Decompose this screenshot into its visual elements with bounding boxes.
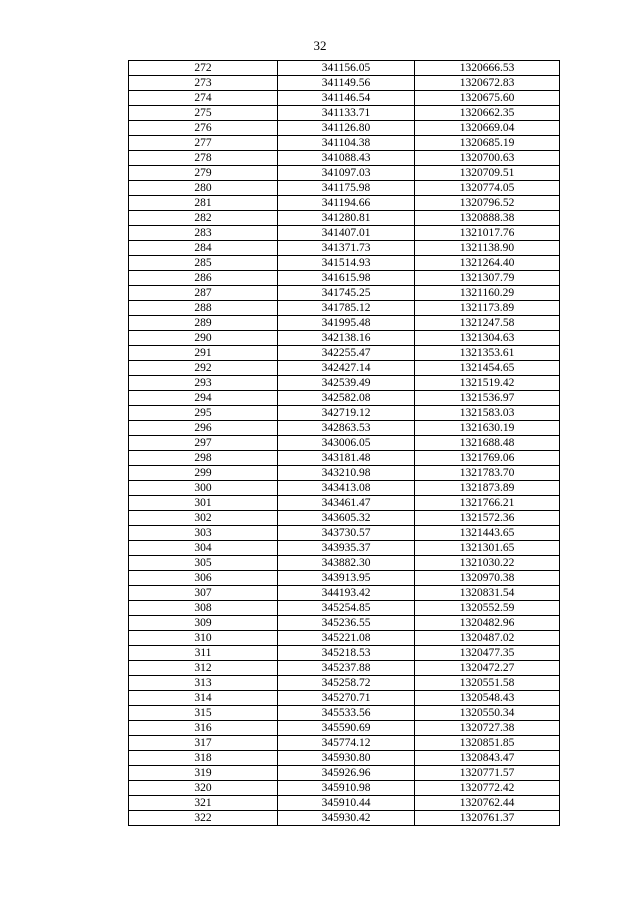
y-coordinate-cell: 1320548.43 bbox=[415, 691, 560, 706]
point-number-cell: 284 bbox=[129, 241, 278, 256]
table-row bbox=[129, 136, 560, 151]
point-number-cell: 292 bbox=[129, 361, 278, 376]
table-row bbox=[129, 76, 560, 91]
x-coordinate-cell: 343413.08 bbox=[278, 481, 415, 496]
table-row bbox=[129, 286, 560, 301]
point-number-cell: 314 bbox=[129, 691, 278, 706]
y-coordinate-cell: 1321583.03 bbox=[415, 406, 560, 421]
x-coordinate-cell: 342255.47 bbox=[278, 346, 415, 361]
y-coordinate-cell: 1320685.19 bbox=[415, 136, 560, 151]
x-coordinate-cell: 343210.98 bbox=[278, 466, 415, 481]
point-number-cell: 293 bbox=[129, 376, 278, 391]
x-coordinate-cell: 345930.80 bbox=[278, 751, 415, 766]
x-coordinate-cell: 342539.49 bbox=[278, 376, 415, 391]
table-row bbox=[129, 496, 560, 511]
table-row bbox=[129, 766, 560, 781]
point-number-cell: 319 bbox=[129, 766, 278, 781]
x-coordinate-cell: 341149.56 bbox=[278, 76, 415, 91]
table-row bbox=[129, 151, 560, 166]
table-row bbox=[129, 301, 560, 316]
table-row bbox=[129, 346, 560, 361]
y-coordinate-cell: 1320477.35 bbox=[415, 646, 560, 661]
x-coordinate-cell: 345774.12 bbox=[278, 736, 415, 751]
point-number-cell: 306 bbox=[129, 571, 278, 586]
point-number-cell: 308 bbox=[129, 601, 278, 616]
x-coordinate-cell: 341097.03 bbox=[278, 166, 415, 181]
x-coordinate-cell: 345926.96 bbox=[278, 766, 415, 781]
point-number-cell: 272 bbox=[129, 61, 278, 76]
table-row bbox=[129, 691, 560, 706]
table-row bbox=[129, 526, 560, 541]
table-row bbox=[129, 451, 560, 466]
y-coordinate-cell: 1321630.19 bbox=[415, 421, 560, 436]
table-row bbox=[129, 511, 560, 526]
x-coordinate-cell: 341194.66 bbox=[278, 196, 415, 211]
x-coordinate-cell: 345590.69 bbox=[278, 721, 415, 736]
y-coordinate-cell: 1321030.22 bbox=[415, 556, 560, 571]
y-coordinate-cell: 1320675.60 bbox=[415, 91, 560, 106]
x-coordinate-cell: 341133.71 bbox=[278, 106, 415, 121]
x-coordinate-cell: 343913.95 bbox=[278, 571, 415, 586]
point-number-cell: 295 bbox=[129, 406, 278, 421]
point-number-cell: 311 bbox=[129, 646, 278, 661]
point-number-cell: 273 bbox=[129, 76, 278, 91]
y-coordinate-cell: 1321247.58 bbox=[415, 316, 560, 331]
y-coordinate-cell: 1321353.61 bbox=[415, 346, 560, 361]
x-coordinate-cell: 341146.54 bbox=[278, 91, 415, 106]
x-coordinate-cell: 341785.12 bbox=[278, 301, 415, 316]
point-number-cell: 316 bbox=[129, 721, 278, 736]
x-coordinate-cell: 343461.47 bbox=[278, 496, 415, 511]
x-coordinate-cell: 343730.57 bbox=[278, 526, 415, 541]
x-coordinate-cell: 342427.14 bbox=[278, 361, 415, 376]
y-coordinate-cell: 1321443.65 bbox=[415, 526, 560, 541]
table-row bbox=[129, 166, 560, 181]
x-coordinate-cell: 341514.93 bbox=[278, 256, 415, 271]
x-coordinate-cell: 342138.16 bbox=[278, 331, 415, 346]
y-coordinate-cell: 1320709.51 bbox=[415, 166, 560, 181]
point-number-cell: 280 bbox=[129, 181, 278, 196]
point-number-cell: 305 bbox=[129, 556, 278, 571]
point-number-cell: 285 bbox=[129, 256, 278, 271]
x-coordinate-cell: 345910.44 bbox=[278, 796, 415, 811]
x-coordinate-cell: 341280.81 bbox=[278, 211, 415, 226]
point-number-cell: 286 bbox=[129, 271, 278, 286]
table-row bbox=[129, 121, 560, 136]
y-coordinate-cell: 1320669.04 bbox=[415, 121, 560, 136]
x-coordinate-cell: 345533.56 bbox=[278, 706, 415, 721]
y-coordinate-cell: 1320662.35 bbox=[415, 106, 560, 121]
table-row bbox=[129, 571, 560, 586]
table-row bbox=[129, 376, 560, 391]
x-coordinate-cell: 343605.32 bbox=[278, 511, 415, 526]
y-coordinate-cell: 1321173.89 bbox=[415, 301, 560, 316]
table-row bbox=[129, 211, 560, 226]
table-row bbox=[129, 241, 560, 256]
table-row bbox=[129, 706, 560, 721]
point-number-cell: 275 bbox=[129, 106, 278, 121]
x-coordinate-cell: 342719.12 bbox=[278, 406, 415, 421]
y-coordinate-cell: 1321160.29 bbox=[415, 286, 560, 301]
point-number-cell: 310 bbox=[129, 631, 278, 646]
point-number-cell: 294 bbox=[129, 391, 278, 406]
table-row bbox=[129, 586, 560, 601]
y-coordinate-cell: 1321519.42 bbox=[415, 376, 560, 391]
x-coordinate-cell: 343935.37 bbox=[278, 541, 415, 556]
x-coordinate-cell: 344193.42 bbox=[278, 586, 415, 601]
y-coordinate-cell: 1320970.38 bbox=[415, 571, 560, 586]
table-row bbox=[129, 106, 560, 121]
point-number-cell: 315 bbox=[129, 706, 278, 721]
x-coordinate-cell: 341995.48 bbox=[278, 316, 415, 331]
y-coordinate-cell: 1320672.83 bbox=[415, 76, 560, 91]
table-row bbox=[129, 226, 560, 241]
y-coordinate-cell: 1320472.27 bbox=[415, 661, 560, 676]
y-coordinate-cell: 1320552.59 bbox=[415, 601, 560, 616]
y-coordinate-cell: 1321536.97 bbox=[415, 391, 560, 406]
y-coordinate-cell: 1321138.90 bbox=[415, 241, 560, 256]
point-number-cell: 276 bbox=[129, 121, 278, 136]
y-coordinate-cell: 1320482.96 bbox=[415, 616, 560, 631]
point-number-cell: 290 bbox=[129, 331, 278, 346]
coordinates-table-body bbox=[129, 61, 560, 826]
point-number-cell: 299 bbox=[129, 466, 278, 481]
x-coordinate-cell: 341088.43 bbox=[278, 151, 415, 166]
y-coordinate-cell: 1320831.54 bbox=[415, 586, 560, 601]
point-number-cell: 281 bbox=[129, 196, 278, 211]
point-number-cell: 309 bbox=[129, 616, 278, 631]
x-coordinate-cell: 341615.98 bbox=[278, 271, 415, 286]
y-coordinate-cell: 1320487.02 bbox=[415, 631, 560, 646]
table-row bbox=[129, 811, 560, 826]
point-number-cell: 274 bbox=[129, 91, 278, 106]
point-number-cell: 287 bbox=[129, 286, 278, 301]
table-row bbox=[129, 271, 560, 286]
x-coordinate-cell: 345218.53 bbox=[278, 646, 415, 661]
table-row bbox=[129, 751, 560, 766]
y-coordinate-cell: 1321017.76 bbox=[415, 226, 560, 241]
table-row bbox=[129, 616, 560, 631]
table-row bbox=[129, 541, 560, 556]
table-row bbox=[129, 316, 560, 331]
table-row bbox=[129, 256, 560, 271]
point-number-cell: 317 bbox=[129, 736, 278, 751]
x-coordinate-cell: 341126.80 bbox=[278, 121, 415, 136]
table-row bbox=[129, 481, 560, 496]
y-coordinate-cell: 1320550.34 bbox=[415, 706, 560, 721]
point-number-cell: 278 bbox=[129, 151, 278, 166]
y-coordinate-cell: 1320762.44 bbox=[415, 796, 560, 811]
y-coordinate-cell: 1321873.89 bbox=[415, 481, 560, 496]
point-number-cell: 288 bbox=[129, 301, 278, 316]
x-coordinate-cell: 345237.88 bbox=[278, 661, 415, 676]
x-coordinate-cell: 345236.55 bbox=[278, 616, 415, 631]
table-row bbox=[129, 196, 560, 211]
table-row bbox=[129, 556, 560, 571]
x-coordinate-cell: 343882.30 bbox=[278, 556, 415, 571]
y-coordinate-cell: 1321783.70 bbox=[415, 466, 560, 481]
y-coordinate-cell: 1320771.57 bbox=[415, 766, 560, 781]
y-coordinate-cell: 1321769.06 bbox=[415, 451, 560, 466]
x-coordinate-cell: 342863.53 bbox=[278, 421, 415, 436]
point-number-cell: 277 bbox=[129, 136, 278, 151]
point-number-cell: 322 bbox=[129, 811, 278, 826]
y-coordinate-cell: 1320772.42 bbox=[415, 781, 560, 796]
x-coordinate-cell: 341407.01 bbox=[278, 226, 415, 241]
table-row bbox=[129, 796, 560, 811]
point-number-cell: 282 bbox=[129, 211, 278, 226]
table-row bbox=[129, 736, 560, 751]
y-coordinate-cell: 1321264.40 bbox=[415, 256, 560, 271]
x-coordinate-cell: 345270.71 bbox=[278, 691, 415, 706]
point-number-cell: 297 bbox=[129, 436, 278, 451]
table-row bbox=[129, 676, 560, 691]
point-number-cell: 279 bbox=[129, 166, 278, 181]
x-coordinate-cell: 342582.08 bbox=[278, 391, 415, 406]
y-coordinate-cell: 1320666.53 bbox=[415, 61, 560, 76]
x-coordinate-cell: 341156.05 bbox=[278, 61, 415, 76]
y-coordinate-cell: 1321301.65 bbox=[415, 541, 560, 556]
point-number-cell: 296 bbox=[129, 421, 278, 436]
table-row bbox=[129, 61, 560, 76]
y-coordinate-cell: 1321766.21 bbox=[415, 496, 560, 511]
table-row bbox=[129, 646, 560, 661]
table-row bbox=[129, 181, 560, 196]
table-row bbox=[129, 721, 560, 736]
point-number-cell: 301 bbox=[129, 496, 278, 511]
y-coordinate-cell: 1320700.63 bbox=[415, 151, 560, 166]
table-row bbox=[129, 391, 560, 406]
table-row bbox=[129, 631, 560, 646]
table-row bbox=[129, 466, 560, 481]
y-coordinate-cell: 1321688.48 bbox=[415, 436, 560, 451]
point-number-cell: 321 bbox=[129, 796, 278, 811]
x-coordinate-cell: 343181.48 bbox=[278, 451, 415, 466]
x-coordinate-cell: 345930.42 bbox=[278, 811, 415, 826]
point-number-cell: 320 bbox=[129, 781, 278, 796]
point-number-cell: 318 bbox=[129, 751, 278, 766]
coordinates-table bbox=[128, 60, 560, 826]
table-row bbox=[129, 661, 560, 676]
y-coordinate-cell: 1320727.38 bbox=[415, 721, 560, 736]
y-coordinate-cell: 1320851.85 bbox=[415, 736, 560, 751]
y-coordinate-cell: 1320774.05 bbox=[415, 181, 560, 196]
table-row bbox=[129, 361, 560, 376]
x-coordinate-cell: 345910.98 bbox=[278, 781, 415, 796]
page-number: 32 bbox=[313, 38, 327, 53]
x-coordinate-cell: 343006.05 bbox=[278, 436, 415, 451]
point-number-cell: 291 bbox=[129, 346, 278, 361]
table-row bbox=[129, 781, 560, 796]
table-row bbox=[129, 91, 560, 106]
table-row bbox=[129, 421, 560, 436]
y-coordinate-cell: 1321304.63 bbox=[415, 331, 560, 346]
table-row bbox=[129, 601, 560, 616]
x-coordinate-cell: 341104.38 bbox=[278, 136, 415, 151]
table-row bbox=[129, 331, 560, 346]
y-coordinate-cell: 1320796.52 bbox=[415, 196, 560, 211]
y-coordinate-cell: 1321572.36 bbox=[415, 511, 560, 526]
point-number-cell: 302 bbox=[129, 511, 278, 526]
point-number-cell: 304 bbox=[129, 541, 278, 556]
y-coordinate-cell: 1320843.47 bbox=[415, 751, 560, 766]
x-coordinate-cell: 345221.08 bbox=[278, 631, 415, 646]
point-number-cell: 303 bbox=[129, 526, 278, 541]
y-coordinate-cell: 1321454.65 bbox=[415, 361, 560, 376]
x-coordinate-cell: 341175.98 bbox=[278, 181, 415, 196]
x-coordinate-cell: 341371.73 bbox=[278, 241, 415, 256]
point-number-cell: 283 bbox=[129, 226, 278, 241]
y-coordinate-cell: 1320761.37 bbox=[415, 811, 560, 826]
x-coordinate-cell: 345254.85 bbox=[278, 601, 415, 616]
point-number-cell: 300 bbox=[129, 481, 278, 496]
table-row bbox=[129, 436, 560, 451]
y-coordinate-cell: 1320888.38 bbox=[415, 211, 560, 226]
x-coordinate-cell: 341745.25 bbox=[278, 286, 415, 301]
y-coordinate-cell: 1320551.58 bbox=[415, 676, 560, 691]
point-number-cell: 313 bbox=[129, 676, 278, 691]
table-row bbox=[129, 406, 560, 421]
point-number-cell: 307 bbox=[129, 586, 278, 601]
x-coordinate-cell: 345258.72 bbox=[278, 676, 415, 691]
point-number-cell: 289 bbox=[129, 316, 278, 331]
point-number-cell: 298 bbox=[129, 451, 278, 466]
point-number-cell: 312 bbox=[129, 661, 278, 676]
y-coordinate-cell: 1321307.79 bbox=[415, 271, 560, 286]
